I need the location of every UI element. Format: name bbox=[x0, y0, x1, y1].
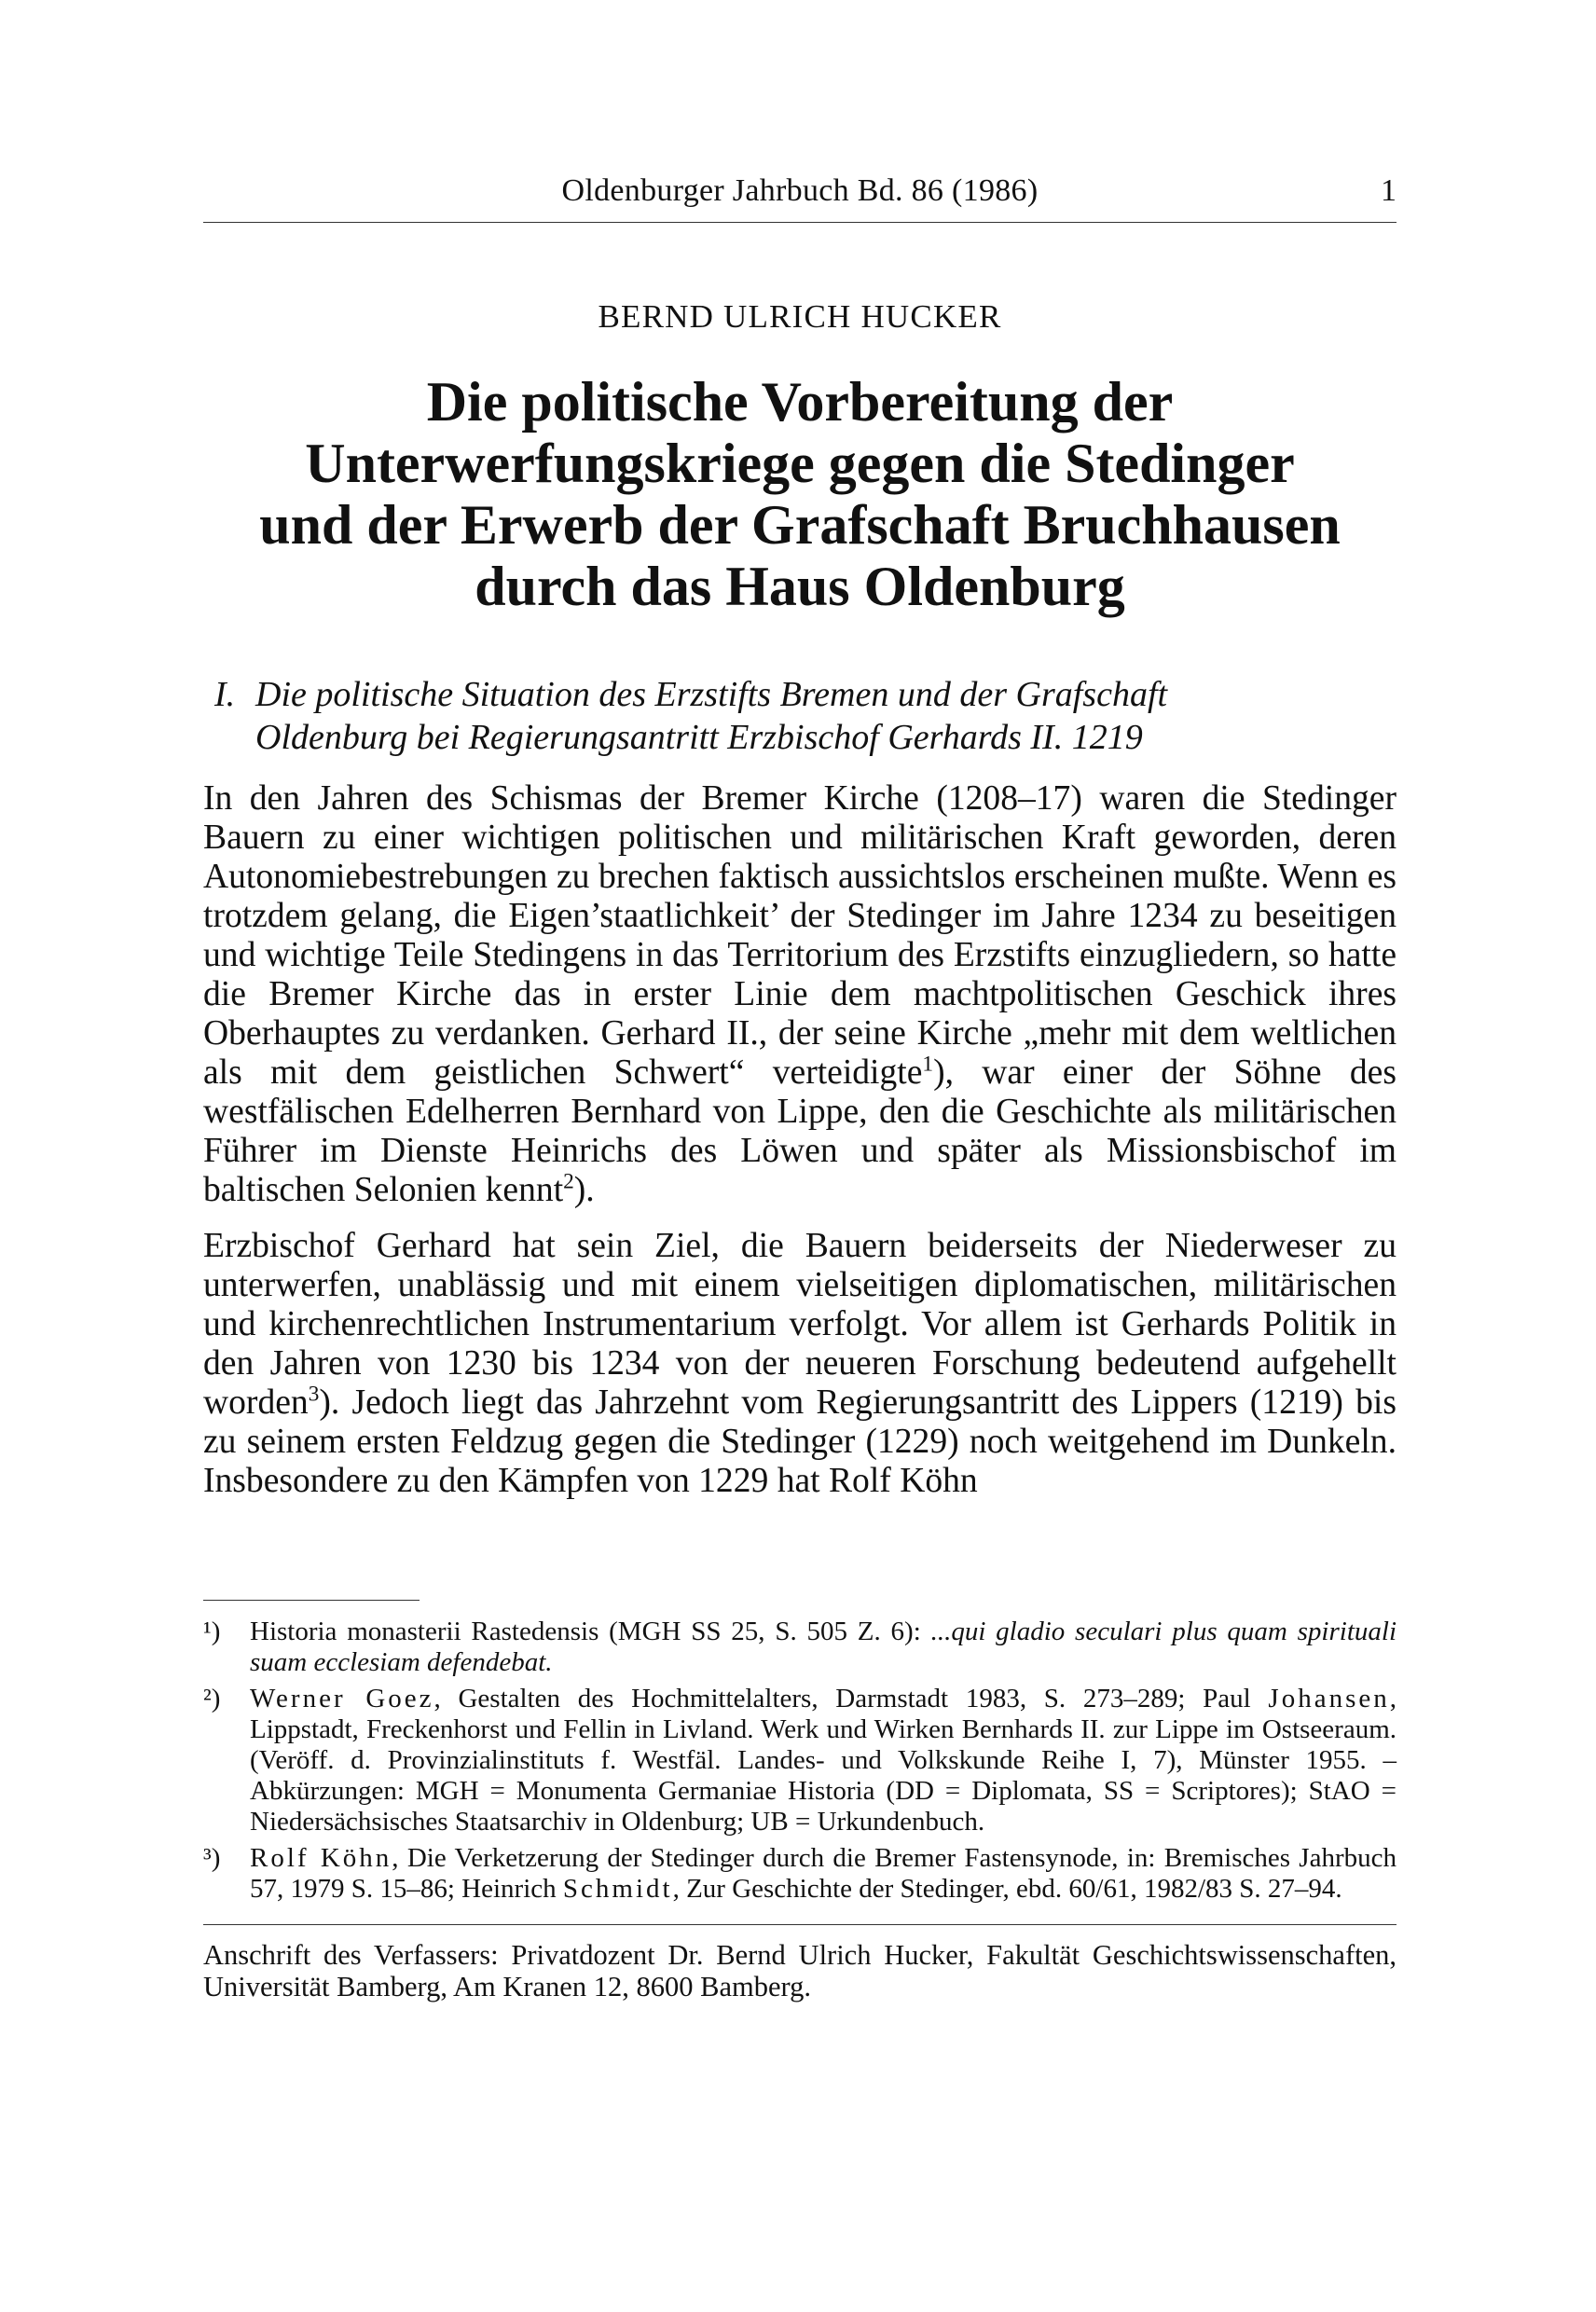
section-heading-line: Die politische Situation des Erzstifts Bremen und der Grafschaft bbox=[255, 675, 1168, 714]
footnote-ref: 3 bbox=[308, 1382, 320, 1407]
footnote-mark: ²) bbox=[203, 1684, 221, 1713]
footnotes bbox=[203, 1617, 1396, 1905]
page-number: 1 bbox=[1381, 173, 1396, 208]
title-line: Unterwerfungskriege gegen die Stedinger bbox=[305, 433, 1295, 494]
footnote-ref: 1 bbox=[922, 1052, 934, 1077]
footnote-mark: ¹) bbox=[203, 1617, 221, 1646]
section-number: I. bbox=[214, 675, 236, 714]
footnote: ²) Werner Goez, Gestalten des Hochmittelalters, Darmstadt 1983, S. 273–289; Paul Johansen, Lippstadt, Freckenhorst und Fellin in Livland. Werk und Wirken Bernhards II. zur Lippe im Ostseeraum. (Veröff. d. Provinzialinstituts f. Westfäl. Landes- und Volkskunde Reihe I, 7), Münster 1955. – Abkürzungen: MGH = Monumenta Germaniae Historia (DD = Diplomata, SS = Scriptores); StAO = Niedersächsisches Staatsarchiv in Oldenburg; UB = Urkundenbuch. bbox=[203, 1684, 1396, 1837]
title-line: durch das Haus Oldenburg bbox=[475, 556, 1125, 617]
footnote-ref: 2 bbox=[563, 1169, 574, 1194]
footnote-divider bbox=[203, 1600, 420, 1601]
body-text bbox=[203, 779, 1396, 1501]
footnote: ¹) Historia monasterii Rastedensis (MGH SS 25, S. 505 Z. 6): ...qui gladio seculari plus quam spirituali suam ecclesiam defendebat. bbox=[203, 1617, 1396, 1677]
paragraph: In den Jahren des Schismas der Bremer Kirche (1208–17) waren die Stedinger Bauern zu einer wichtigen politischen und militärischen Kraft geworden, deren Autonomiebestrebungen zu brechen faktisch aussichtslos erscheinen mußte. Wenn es trotzdem gelang, die Eigen’staatlichkeit’ der Stedinger im Jahre 1234 zu beseitigen und wichtige Teile Stedingens in das Territorium des Erzstifts einzugliedern, so hatte die Bremer Kirche das in erster Linie dem machtpolitischen Geschick ihres Oberhauptes zu verdanken. Gerhard II., der seine Kirche „mehr mit dem weltlichen als mit dem geistlichen Schwert“ verteidigte$^1$), war einer der Söhne des westfälischen Edelherren Bernhard von Lippe, den die Geschichte als militärischen Führer im Dienste Heinrichs des Löwen und später als Missionsbischof im baltischen Selonien kennt$^2$). bbox=[203, 779, 1396, 1209]
footnote: ³) Rolf Köhn, Die Verketzerung der Stedinger durch die Bremer Fastensynode, in: Bremisches Jahrbuch 57, 1979 S. 15–86; Heinrich Schmidt, Zur Geschichte der Stedinger, ebd. 60/61, 1982/83 S. 27–94. bbox=[203, 1843, 1396, 1904]
address-divider bbox=[203, 1924, 1396, 1925]
paragraph: Erzbischof Gerhard hat sein Ziel, die Bauern beiderseits der Niederweser zu unterwerfen, unablässig und mit einem vielseitigen diplomatischen, militärischen und kirchenrechtlichen Instrumentarium verfolgt. Vor allem ist Gerhards Politik in den Jahren von 1230 bis 1234 von der neueren Forschung bedeutend aufgehellt worden$^3$). Jedoch liegt das Jahrzehnt vom Regierungsantritt des Lippers (1219) bis zu seinem ersten Feldzug gegen die Stedinger (1229) noch weitgehend im Dunkeln. Insbesondere zu den Kämpfen von 1229 hat Rolf Köhn bbox=[203, 1227, 1396, 1500]
footnote-mark: ³) bbox=[203, 1843, 221, 1873]
article-title bbox=[203, 371, 1396, 617]
journal-title: Oldenburger Jahrbuch Bd. 86 (1986) bbox=[561, 173, 1039, 208]
title-line: Die politische Vorbereitung der bbox=[426, 371, 1174, 433]
author-name: BERND ULRICH HUCKER bbox=[598, 298, 1002, 335]
section-heading-line: Oldenburg bei Regierungsantritt Erzbischof Gerhards II. 1219 bbox=[255, 718, 1143, 757]
author-address: Anschrift des Verfassers: Privatdozent Dr. Bernd Ulrich Hucker, Fakultät Geschichtswissenschaften, Universität Bamberg, Am Kranen 12, 8600 Bamberg. bbox=[203, 1939, 1396, 2002]
title-line: und der Erwerb der Grafschaft Bruchhausen bbox=[259, 494, 1341, 556]
running-header bbox=[203, 170, 1396, 223]
section-heading bbox=[214, 673, 1389, 759]
